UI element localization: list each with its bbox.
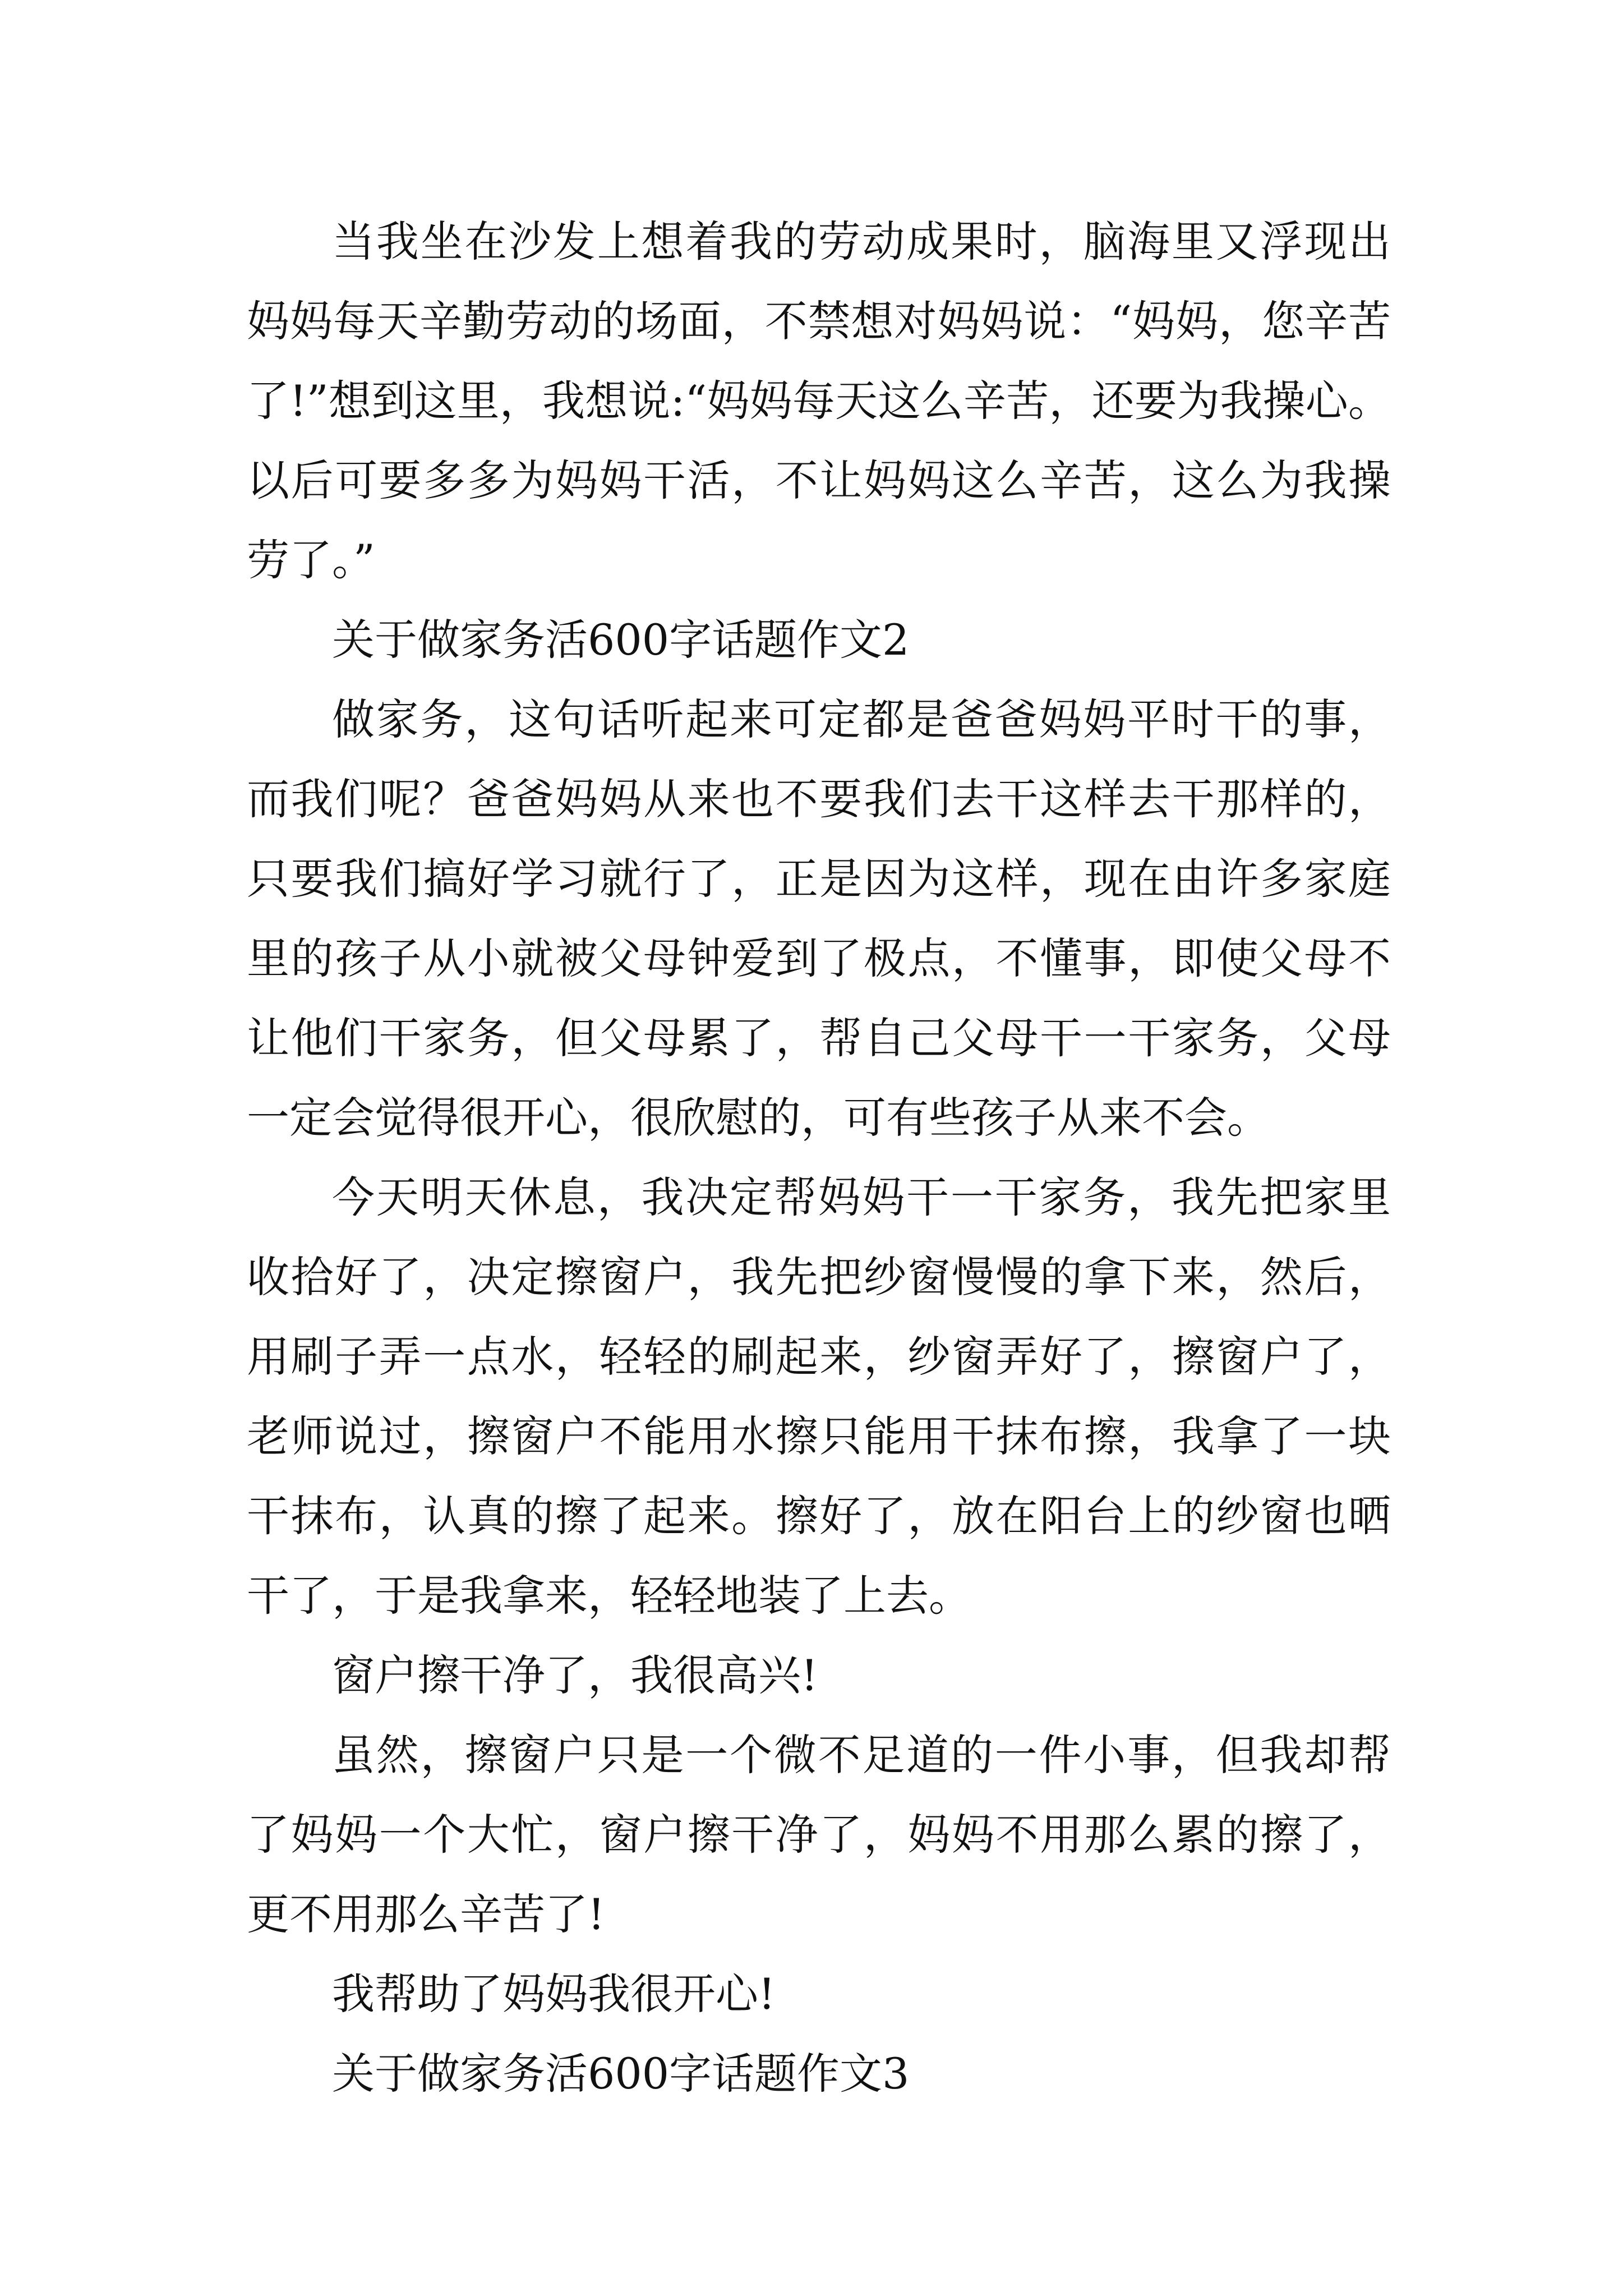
- paragraph-5: 虽然，擦窗户只是一个微不足道的一件小事，但我却帮了妈妈一个大忙，窗户擦干净了，妈妈不用那么累的擦了，更不用那么辛苦了!: [247, 1730, 1391, 1939]
- paragraph-4: 窗户擦干净了，我很高兴!: [332, 1650, 818, 1700]
- essay-heading-3: 关于做家务活600字话题作文3: [332, 2049, 910, 2099]
- paragraph-6: 我帮助了妈妈我很开心!: [332, 1969, 776, 2019]
- paragraph-1: 当我坐在沙发上想着我的劳动成果时，脑海里又浮现出妈妈每天辛勤劳动的场面，不禁想对妈妈说：“妈妈，您辛苦了!”想到这里，我想说:“妈妈每天这么辛苦，还要为我操心。以后可要多多为妈妈干活，不让妈妈这么辛苦，这么为我操劳了。”: [247, 217, 1391, 585]
- essay-heading-2: 关于做家务活600字话题作文2: [332, 615, 910, 665]
- document-body: [247, 202, 1391, 2114]
- paragraph-3: 今天明天休息，我决定帮妈妈干一干家务，我先把家里收拾好了，决定擦窗户，我先把纱窗慢慢的拿下来，然后，用刷子弄一点水，轻轻的刷起来，纱窗弄好了，擦窗户了，老师说过，擦窗户不能用水擦只能用干抹布擦，我拿了一块干抹布，认真的擦了起来。擦好了，放在阳台上的纱窗也晒干了，于是我拿来，轻轻地装了上去。: [247, 1172, 1391, 1621]
- paragraph-2: 做家务，这句话听起来可定都是爸爸妈妈平时干的事，而我们呢？爸爸妈妈从来也不要我们去干这样去干那样的，只要我们搞好学习就行了，正是因为这样，现在由许多家庭里的孩子从小就被父母钟爱到了极点，不懂事，即使父母不让他们干家务，但父母累了，帮自己父母干一干家务，父母一定会觉得很开心，很欣慰的，可有些孩子从来不会。: [247, 694, 1391, 1143]
